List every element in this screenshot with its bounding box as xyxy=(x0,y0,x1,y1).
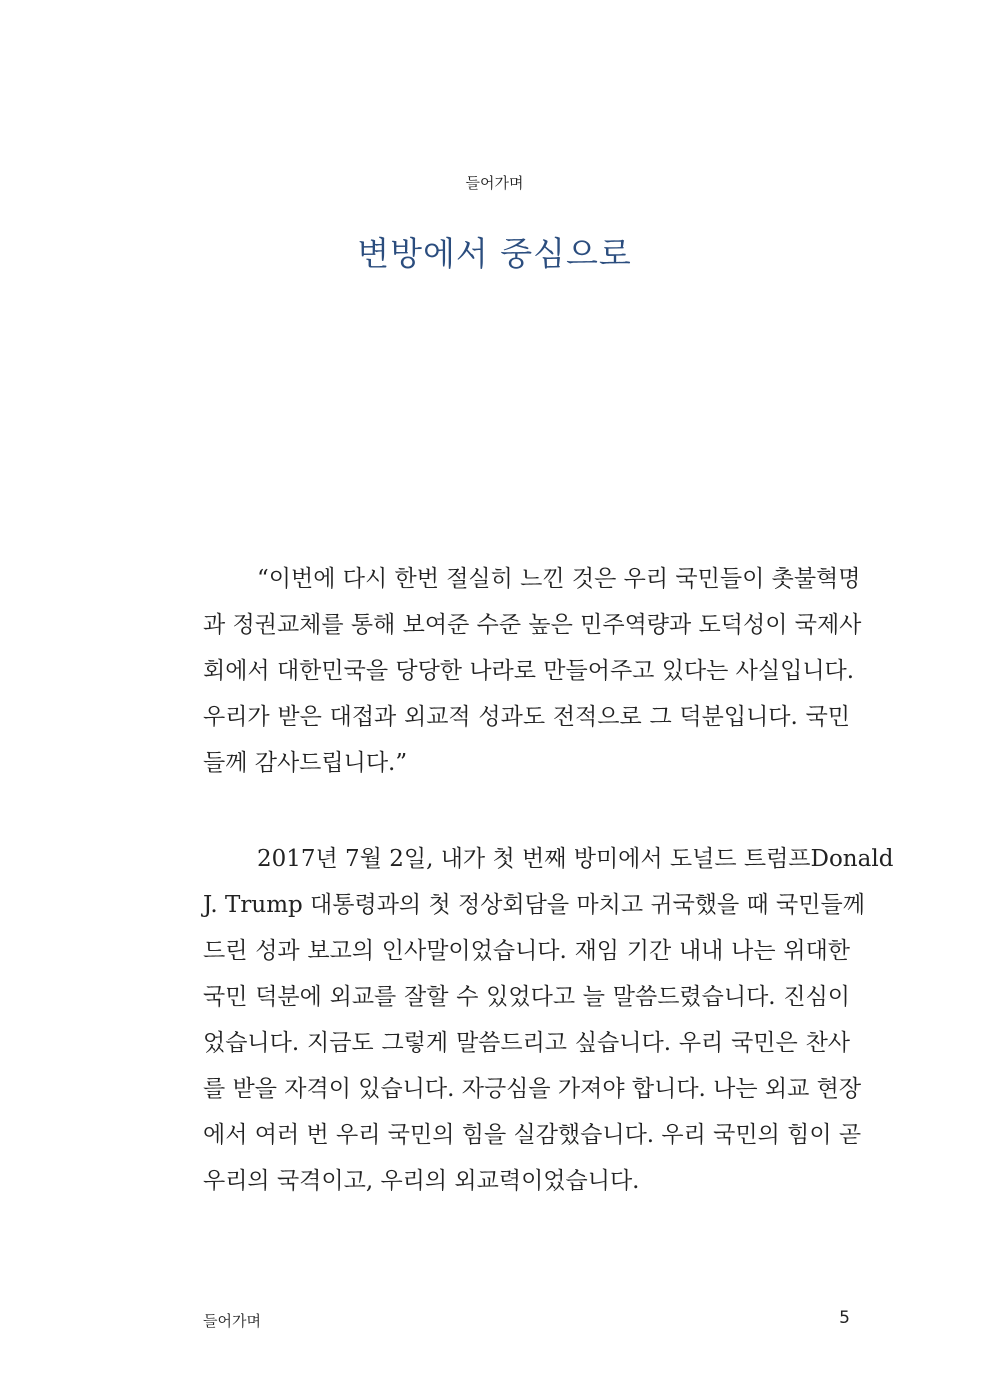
text-line: 국민 덕분에 외교를 잘할 수 있었다고 늘 말씀드렸습니다. 진심이 xyxy=(203,984,850,1010)
text-line: J. Trump 대통령과의 첫 정상회담을 마치고 귀국했을 때 국민들께 xyxy=(203,892,865,918)
text-line: 2017년 7월 2일, 내가 첫 번째 방미에서 도널드 트럼프Donald xyxy=(257,846,894,872)
text-line: 회에서 대한민국을 당당한 나라로 만들어주고 있다는 사실입니다. xyxy=(203,658,855,684)
text-line: 우리가 받은 대접과 외교적 성과도 전적으로 그 덕분입니다. 국민 xyxy=(203,704,850,730)
text-line: 를 받을 자격이 있습니다. 자긍심을 가져야 합니다. 나는 외교 현장 xyxy=(203,1076,862,1102)
text-line: 들께 감사드립니다.” xyxy=(203,750,408,776)
text-line: “이번에 다시 한번 절실히 느낀 것은 우리 국민들이 촛불혁명 xyxy=(257,566,861,592)
text-line: 드린 성과 보고의 인사말이었습니다. 재임 기간 내내 나는 위대한 xyxy=(203,938,850,964)
paragraph-quote xyxy=(203,556,862,786)
text-line: 었습니다. 지금도 그렇게 말씀드리고 싶습니다. 우리 국민은 찬사 xyxy=(203,1030,850,1056)
running-header: 들어가며 xyxy=(465,174,524,192)
text-line: 에서 여러 번 우리 국민의 힘을 실감했습니다. 우리 국민의 힘이 곧 xyxy=(203,1122,862,1148)
chapter-title: 변방에서 중심으로 xyxy=(357,234,632,273)
text-line: 우리의 국격이고, 우리의 외교력이었습니다. xyxy=(203,1168,640,1194)
paragraph-body xyxy=(203,836,894,1204)
page-number: 5 xyxy=(839,1308,850,1328)
text-line: 과 정권교체를 통해 보여준 수준 높은 민주역량과 도덕성이 국제사 xyxy=(203,612,862,638)
footer-section-label: 들어가며 xyxy=(203,1312,261,1330)
